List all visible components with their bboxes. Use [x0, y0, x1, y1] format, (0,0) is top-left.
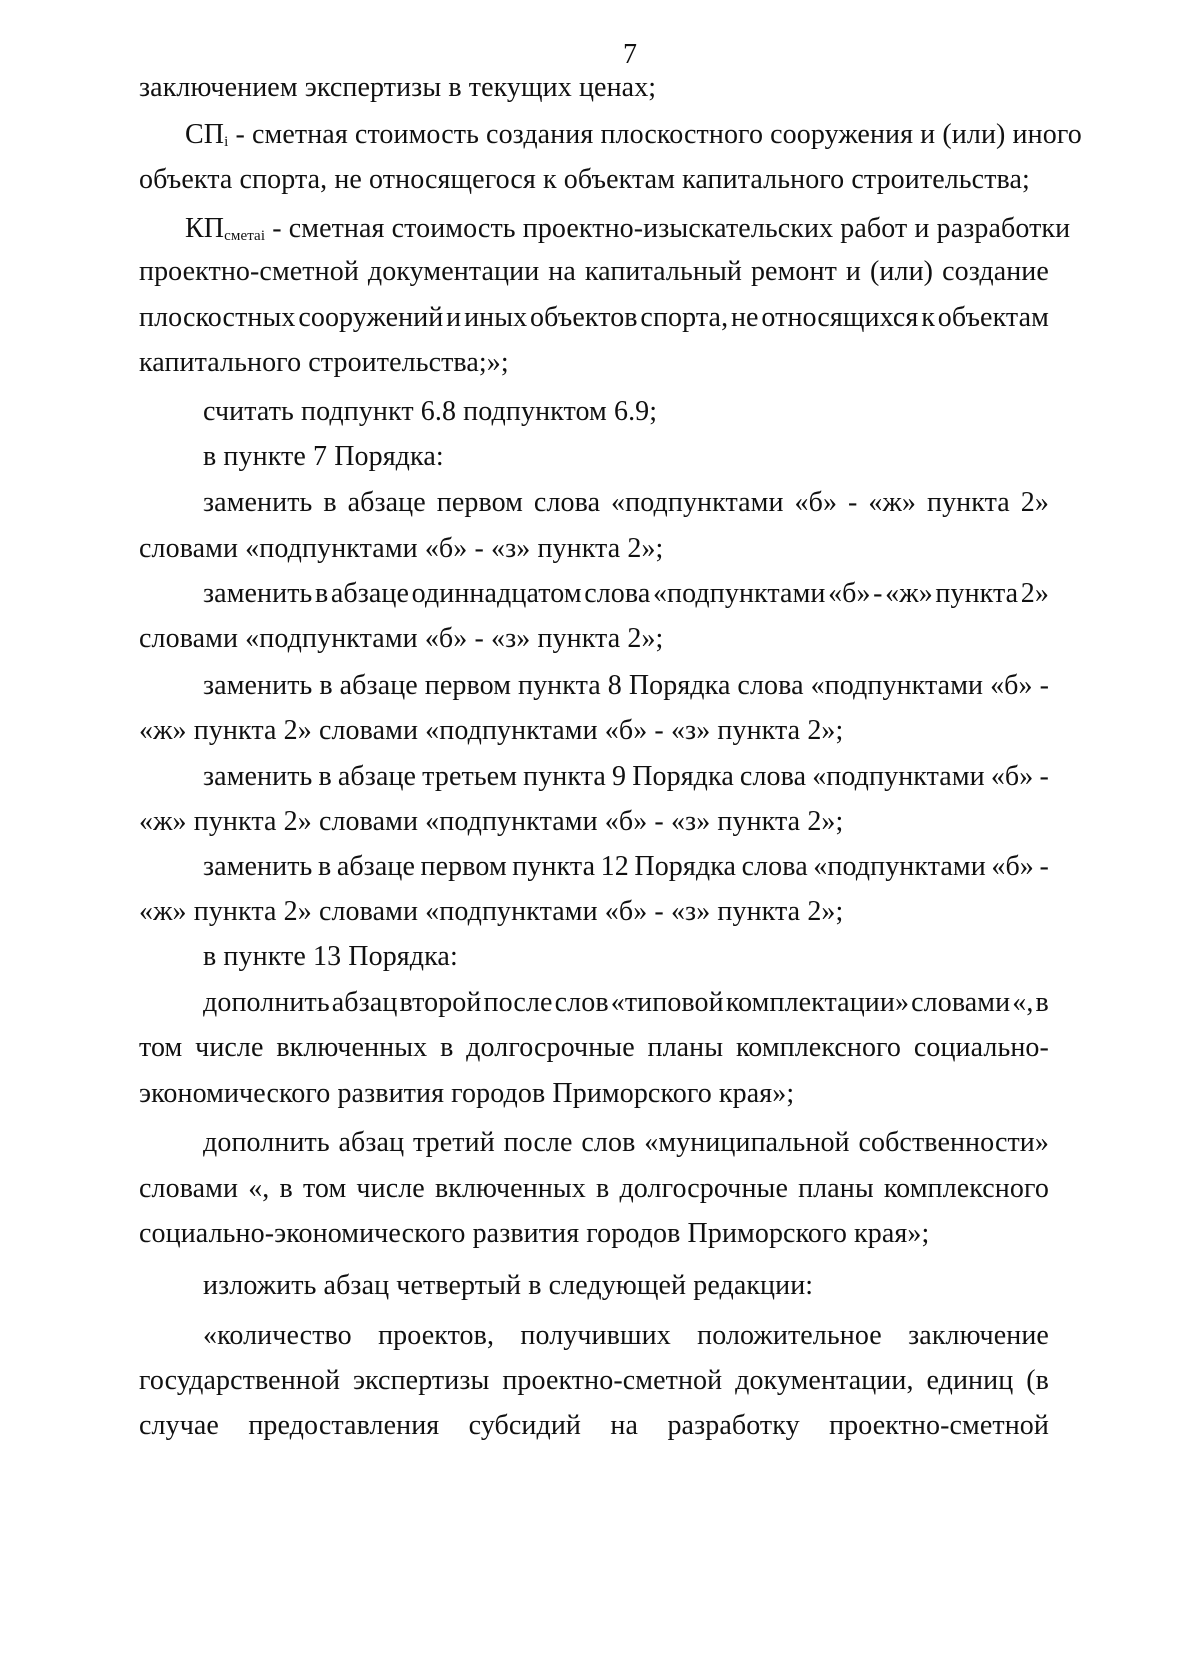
text-line: экономического развития городов Приморского края»;	[139, 1078, 795, 1109]
symbol-kp-subscript: сметаi	[224, 228, 266, 244]
text-line: «ж» пункта 2» словами «подпунктами «б» - «з» пункта 2»;	[139, 806, 844, 837]
text-line-justified: «количество проектов, получивших положительное заключение	[203, 1320, 1049, 1351]
text-line-justified: проектно-сметной документации на капитальный ремонт и (или) создание	[139, 256, 1049, 287]
text-line: заключением экспертизы в текущих ценах;	[139, 72, 657, 103]
text-line: объекта спорта, не относящегося к объектам капитального строительства;	[139, 164, 1030, 195]
text-line-justified: заменить в абзаце первом пункта 8 Порядка слова «подпунктами «б» -	[203, 670, 1049, 701]
page-number: 7	[623, 39, 637, 70]
symbol-sp: СП	[185, 119, 225, 150]
text-line: «ж» пункта 2» словами «подпунктами «б» - «з» пункта 2»;	[139, 715, 844, 746]
text-line: словами «подпунктами «б» - «з» пункта 2»;	[139, 533, 664, 564]
symbol-kp: КП	[185, 213, 225, 244]
text-line: в пункте 13 Порядка:	[203, 941, 458, 972]
symbol-sp-subscript: i	[224, 134, 229, 150]
text-line-justified: дополнить абзац третий после слов «муниципальной собственности»	[203, 1127, 1049, 1158]
text-line: словами «подпунктами «б» - «з» пункта 2»;	[139, 623, 664, 654]
text-line-justified: заменить в абзаце первом слова «подпунктами «б» - «ж» пункта 2»	[203, 487, 1049, 518]
text-line-justified: заменить в абзаце первом пункта 12 Порядка слова «подпунктами «б» -	[203, 851, 1049, 882]
text-line: капитального строительства;»;	[139, 347, 509, 378]
text-line: социально-экономического развития городов Приморского края»;	[139, 1218, 930, 1249]
text-line: в пункте 7 Порядка:	[203, 441, 444, 472]
text-line-justified: заменить в абзаце одиннадцатом слова «подпунктами «б» - «ж» пункта 2»	[203, 578, 1049, 609]
text-line-formula-kp	[185, 205, 1070, 253]
text-line-justified: словами «, в том числе включенных в долгосрочные планы комплексного	[139, 1173, 1049, 1204]
text-line: «ж» пункта 2» словами «подпунктами «б» - «з» пункта 2»;	[139, 896, 844, 927]
text-line-justified: дополнить абзац второй после слов «типовой комплектации» словами «, в	[203, 987, 1049, 1018]
text-line-justified: государственной экспертизы проектно-сметной документации, единиц (в	[139, 1365, 1049, 1396]
text-line-justified: плоскостных сооружений и иных объектов спорта, не относящихся к объектам	[139, 302, 1049, 333]
text-line-formula-sp	[185, 111, 1082, 159]
text-line-justified: случае предоставления субсидий на разработку проектно-сметной	[139, 1410, 1049, 1441]
text-line-justified: том числе включенных в долгосрочные планы комплексного социально-	[139, 1032, 1049, 1063]
text-line: изложить абзац четвертый в следующей редакции:	[203, 1270, 814, 1301]
text-line-justified: заменить в абзаце третьем пункта 9 Порядка слова «подпунктами «б» -	[203, 761, 1049, 792]
text-line: считать подпункт 6.8 подпунктом 6.9;	[203, 396, 658, 427]
definition-text: - сметная стоимость проектно-изыскательских работ и разработки	[265, 213, 1071, 244]
definition-text: - сметная стоимость создания плоскостного сооружения и (или) иного	[228, 119, 1082, 150]
